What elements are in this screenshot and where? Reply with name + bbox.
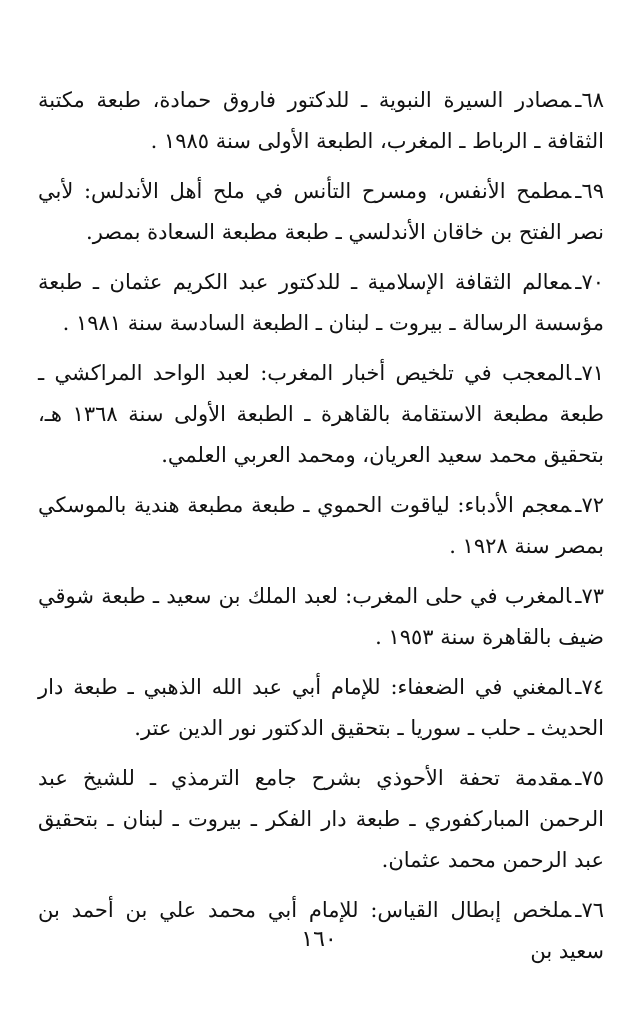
entry-text: معجم الأدباء: لياقوت الحموي ـ طبعة مطبعة هندية بالموسكي بمصر سنة ١٩٢٨ .	[38, 493, 604, 558]
entry-text: معالم الثقافة الإسلامية ـ للدكتور عبد الكريم عثمان ـ طبعة مؤسسة الرسالة ـ بيروت ـ لبنان ـ الطبعة السادسة سنة ١٩٨١ .	[38, 270, 604, 335]
page-number: ١٦٠	[301, 927, 337, 952]
bibliography-entry-72	[38, 485, 604, 567]
entry-number: ٧١ـ	[575, 361, 604, 385]
bibliography-entry-75	[38, 758, 604, 881]
entry-text: مقدمة تحفة الأحوذي بشرح جامع الترمذي ـ للشيخ عبد الرحمن المباركفوري ـ طبعة دار الفكر ـ بيروت ـ لبنان ـ بتحقيق عبد الرحمن محمد عثمان.	[38, 766, 604, 872]
entry-number: ٧٥ـ	[575, 766, 604, 790]
entry-number: ٧٦ـ	[575, 898, 604, 922]
entry-text: مصادر السيرة النبوية ـ للدكتور فاروق حمادة، طبعة مكتبة الثقافة ـ الرباط ـ المغرب، الطبعة الأولى سنة ١٩٨٥ .	[38, 88, 604, 153]
entry-number: ٦٩ـ	[575, 179, 604, 203]
bibliography-entry-70	[38, 262, 604, 344]
entry-text: ملخص إبطال القياس: للإمام أبي محمد علي بن أحمد بن سعيد بن	[38, 898, 604, 963]
entry-text: المغرب في حلى المغرب: لعبد الملك بن سعيد ـ طبعة شوقي ضيف بالقاهرة سنة ١٩٥٣ .	[38, 584, 604, 649]
entry-text: المعجب في تلخيص أخبار المغرب: لعبد الواحد المراكشي ـ طبعة مطبعة الاستقامة بالقاهرة ـ الطبعة الأولى سنة ١٣٦٨ هـ، بتحقيق محمد سعيد العريان، ومحمد العربي العلمي.	[38, 361, 604, 467]
bibliography-entry-69	[38, 171, 604, 253]
entry-text: مطمح الأنفس، ومسرح التأنس في ملح أهل الأندلس: لأبي نصر الفتح بن خاقان الأندلسي ـ طبعة مطبعة السعادة بمصر.	[38, 179, 604, 244]
entry-number: ٧٣ـ	[575, 584, 604, 608]
bibliography-page	[38, 80, 604, 981]
bibliography-entry-73	[38, 576, 604, 658]
entry-number: ٦٨ـ	[575, 88, 604, 112]
bibliography-entry-71	[38, 353, 604, 476]
entry-number: ٧٤ـ	[575, 675, 604, 699]
entry-number: ٧٠ـ	[575, 270, 604, 294]
entry-number: ٧٢ـ	[575, 493, 604, 517]
bibliography-entry-68	[38, 80, 604, 162]
entry-text: المغني في الضعفاء: للإمام أبي عبد الله الذهبي ـ طبعة دار الحديث ـ حلب ـ سوريا ـ بتحقيق الدكتور نور الدين عتر.	[38, 675, 604, 740]
bibliography-entry-74	[38, 667, 604, 749]
